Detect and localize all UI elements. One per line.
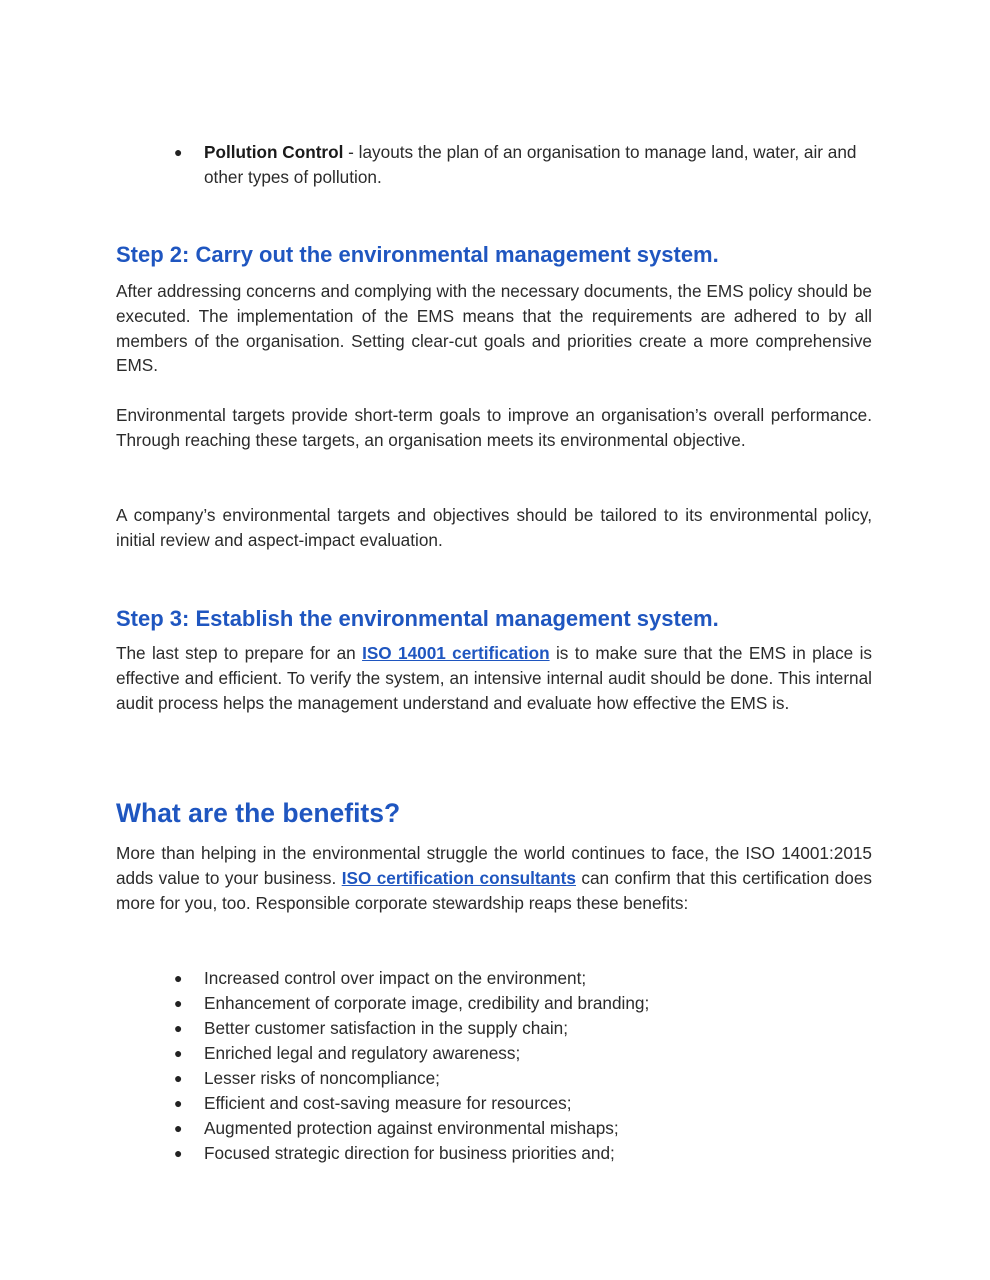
- list-item: [116, 1116, 872, 1141]
- bullet-icon: ●: [174, 1120, 183, 1136]
- list-item: [116, 1091, 872, 1116]
- list-item: [116, 1016, 872, 1041]
- benefit-text: Enhancement of corporate image, credibility and branding;: [204, 993, 650, 1013]
- bullet-icon: ●: [174, 144, 183, 160]
- step3-text-before: The last step to prepare for an: [116, 643, 363, 663]
- list-item: [116, 991, 872, 1016]
- bullet-icon: ●: [174, 970, 183, 986]
- benefits-text-after: can confirm that this certification does more for you, too. Responsible corporate stewardship reaps these benefits:: [116, 867, 872, 913]
- bullet-icon: ●: [174, 1145, 183, 1161]
- list-item: [116, 966, 872, 991]
- step2-paragraph-2: Environmental targets provide short-term goals to improve an organisation’s overall performance. Through reaching these targets, an organisation meets its environmental objective.: [116, 405, 872, 450]
- benefits-heading: What are the benefits?: [116, 798, 401, 828]
- bullet-icon: ●: [174, 1020, 183, 1036]
- benefit-text: Enriched legal and regulatory awareness;: [204, 1043, 521, 1063]
- list-item: [116, 1141, 872, 1166]
- list-item: [116, 140, 872, 190]
- bullet-icon: ●: [174, 1095, 183, 1111]
- benefit-text: Better customer satisfaction in the supply chain;: [204, 1018, 568, 1038]
- bullet-term: Pollution Control: [204, 142, 344, 162]
- benefit-text: Augmented protection against environmental mishaps;: [204, 1118, 619, 1138]
- bullet-text: - layouts the plan of an organisation to manage land, water, air and other types of pollution.: [204, 142, 857, 187]
- benefit-text: Lesser risks of noncompliance;: [204, 1068, 440, 1088]
- iso-14001-certification-link[interactable]: ISO 14001 certification: [362, 643, 550, 663]
- bullet-icon: ●: [174, 995, 183, 1011]
- step2-paragraph-1: After addressing concerns and complying with the necessary documents, the EMS policy should be executed. The implementation of the EMS means that the requirements are adhered to by all members of the organisation. Setting clear-cut goals and priorities create a more comprehensive EMS.: [116, 281, 872, 376]
- benefits-paragraph: [116, 841, 872, 915]
- step3-paragraph: [116, 641, 872, 715]
- bullet-icon: ●: [174, 1045, 183, 1061]
- benefit-text: Increased control over impact on the environment;: [204, 968, 587, 988]
- pollution-control-list: [116, 140, 872, 190]
- step2-paragraph-3: A company’s environmental targets and objectives should be tailored to its environmental policy, initial review and aspect-impact evaluation.: [116, 505, 872, 550]
- step3-heading: Step 3: Establish the environmental management system.: [116, 606, 719, 631]
- bullet-icon: ●: [174, 1070, 183, 1086]
- iso-certification-consultants-link[interactable]: ISO certification consultants: [341, 867, 576, 888]
- benefits-list: [116, 966, 872, 1166]
- benefit-text: Efficient and cost-saving measure for resources;: [204, 1093, 572, 1113]
- benefits-text-before: More than helping in the environmental struggle the world continues to face, the ISO 14001:2015 adds value to your business.: [116, 843, 872, 888]
- list-item: [116, 1066, 872, 1091]
- step2-heading: Step 2: Carry out the environmental management system.: [116, 242, 719, 267]
- step3-text-after: is to make sure that the EMS in place is effective and efficient. To verify the system, an intensive internal audit should be done. This internal audit process helps the management understand and evaluate how effective the EMS is.: [116, 643, 872, 713]
- benefit-text: Focused strategic direction for business priorities and;: [204, 1143, 615, 1163]
- list-item: [116, 1041, 872, 1066]
